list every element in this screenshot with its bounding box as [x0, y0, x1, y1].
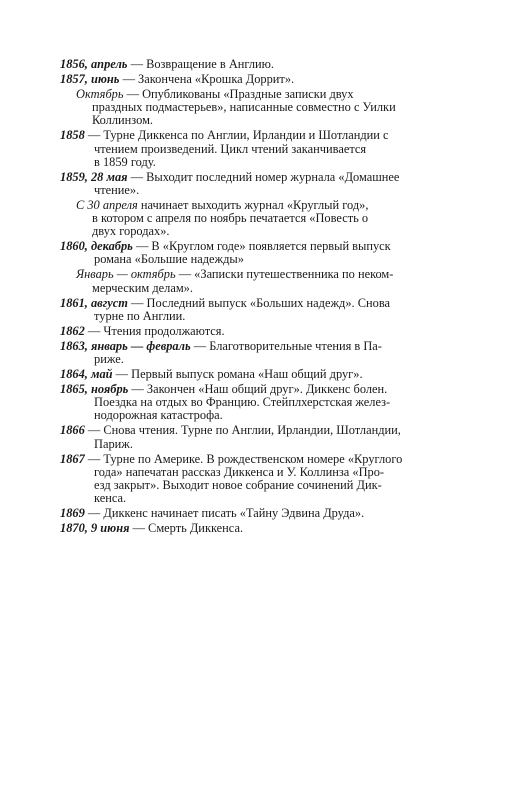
chronology-subentry — [60, 88, 460, 127]
entry-text: мерческим делам». — [92, 280, 193, 295]
entry-text: в 1859 году. — [94, 154, 156, 169]
chronology-entry — [60, 453, 460, 505]
entry-line — [60, 353, 460, 366]
entry-text: нодорожная катастрофа. — [94, 408, 223, 423]
entry-line — [60, 409, 460, 422]
chronology-entry — [60, 58, 460, 71]
entry-text: в котором с апреля по ноябрь печатается «Повесть о — [92, 211, 369, 226]
entry-date: 1864, май — [60, 367, 113, 382]
entry-date: Январь — октябрь — [76, 267, 176, 282]
chronology-entry — [60, 297, 460, 323]
entry-date: 1866 — [60, 423, 85, 438]
entry-text: — Последний выпуск «Больших надежд». Снова — [127, 295, 391, 310]
entry-date: 1859, 28 мая — [60, 169, 128, 184]
entry-text: начинает выходить журнал «Круглый год», — [137, 197, 369, 212]
chronology-entry — [60, 73, 460, 86]
entry-text: праздных подмастерьев», написанные совместно с Уилки — [92, 100, 396, 115]
entry-text: — Турне Диккенса по Англии, Ирландии и Шотландии с — [84, 128, 389, 143]
entry-line — [60, 156, 460, 169]
entry-text: — Смерть Диккенса. — [129, 521, 244, 536]
entry-text: — Закончен «Наш общий друг». Диккенс болен. — [128, 382, 388, 397]
entry-date: 1862 — [60, 323, 85, 338]
entry-line — [60, 310, 460, 323]
chronology-entry — [60, 507, 460, 520]
entry-date: 1861, август — [60, 295, 128, 310]
entry-text: — Первый выпуск романа «Наш общий друг». — [112, 367, 363, 382]
entry-date: 1865, ноябрь — [60, 382, 129, 397]
chronology-entry — [60, 383, 460, 422]
entry-line — [60, 438, 460, 451]
entry-text: чтение». — [94, 182, 140, 197]
chronology-entry — [60, 368, 460, 381]
entry-date: 1856, апрель — [60, 57, 128, 71]
chronology-subentry — [60, 268, 460, 294]
entry-text: — Снова чтения. Турне по Англии, Ирландии, Шотландии, — [84, 423, 401, 438]
entry-line — [60, 522, 460, 535]
entry-line — [60, 368, 460, 381]
entry-text: романа «Большие надежды» — [94, 252, 244, 267]
entry-text: — Выходит последний номер журнала «Домашнее — [127, 169, 400, 184]
chronology-subentry — [60, 199, 460, 238]
chronology-entry — [60, 171, 460, 197]
entry-line — [76, 225, 460, 238]
entry-text: езд закрыт». Выходит новое собрание сочинений Дик- — [94, 477, 382, 492]
entry-date: 1869 — [60, 506, 85, 520]
entry-text: — Благотворительные чтения в Па- — [190, 338, 382, 353]
entry-date: 1870, 9 июня — [60, 521, 130, 536]
entry-line — [60, 184, 460, 197]
chronology-entry — [60, 522, 460, 535]
entry-date: 1863, январь — февраль — [60, 338, 191, 353]
chronology-entry — [60, 240, 460, 266]
entry-line — [60, 492, 460, 505]
entry-text: — Опубликованы «Праздные записки двух — [123, 87, 354, 102]
entry-text: двух городах». — [92, 224, 170, 239]
entry-line — [76, 114, 460, 127]
entry-text: чтением произведений. Цикл чтений заканчивается — [94, 141, 367, 156]
entry-date: 1857, июнь — [60, 72, 120, 87]
entry-text: — Возвращение в Англию. — [127, 57, 275, 71]
entry-line — [60, 325, 460, 338]
chronology-list — [60, 58, 460, 537]
entry-date: 1860, декабрь — [60, 239, 133, 254]
entry-text: Коллинзом. — [92, 113, 154, 128]
entry-date: 1858 — [60, 128, 85, 143]
chronology-entry — [60, 325, 460, 338]
chronology-entry — [60, 340, 460, 366]
entry-text: — В «Круглом годе» появляется первый выпуск — [132, 239, 391, 254]
entry-line — [60, 507, 460, 520]
entry-line — [76, 282, 460, 295]
entry-line — [60, 73, 460, 86]
entry-date: С 30 апреля — [76, 197, 138, 212]
entry-line — [60, 58, 460, 71]
entry-text: — Закончена «Крошка Доррит». — [119, 72, 295, 87]
entry-text: — «Записки путешественника по неком- — [175, 267, 394, 282]
entry-text: года» напечатан рассказ Диккенса и У. Коллинза «Про- — [94, 464, 385, 479]
entry-line — [60, 253, 460, 266]
entry-text: риже. — [94, 351, 124, 366]
chronology-entry — [60, 424, 460, 450]
chronology-entry — [60, 129, 460, 168]
entry-date: 1867 — [60, 451, 85, 466]
entry-text: — Диккенс начинает писать «Тайну Эдвина Друда». — [84, 506, 365, 520]
entry-text: — Турне по Америке. В рождественском номере «Круглого — [84, 451, 403, 466]
entry-text: Поездка на отдых во Францию. Стейплхерстская желез- — [94, 395, 391, 410]
entry-date: Октябрь — [76, 87, 124, 102]
entry-text: — Чтения продолжаются. — [84, 323, 225, 338]
entry-text: кенса. — [94, 490, 127, 505]
entry-text: Париж. — [94, 436, 133, 451]
entry-text: турне по Англии. — [94, 308, 186, 323]
